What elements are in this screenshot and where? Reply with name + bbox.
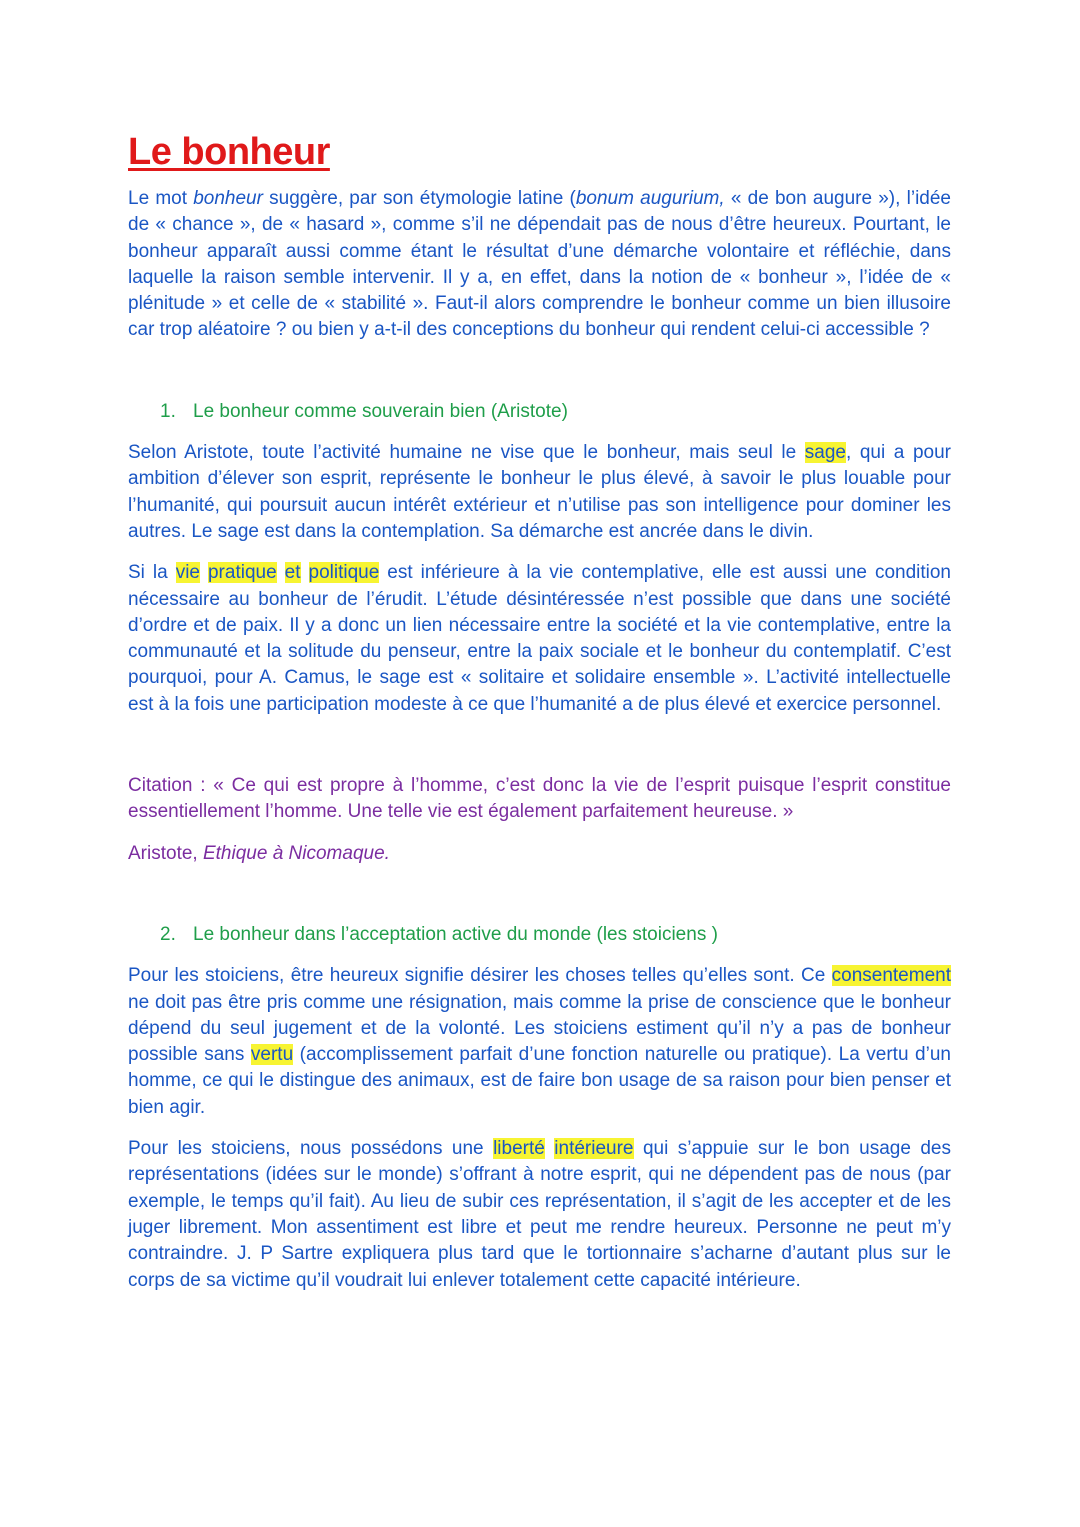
section1-heading [160, 399, 951, 425]
highlight-vertu: vertu [250, 1044, 294, 1066]
section1-paragraph-1 [128, 440, 951, 545]
quote-attribution [128, 841, 951, 867]
page-title: Le bonheur [128, 131, 330, 173]
section1-number: 1. [160, 400, 176, 422]
s2p1-text-c: (accomplissement parfait d’une fonction naturelle ou pratique). La vertu d’un homme, ce qui le distingue des animaux, est de faire bon usage de sa raison pour bien penser et bien agir. [128, 1044, 951, 1118]
section2-paragraph-1 [128, 963, 951, 1121]
s2p1-text-a: Pour les stoiciens, être heureux signifie désirer les choses telles qu’elles sont. Ce [128, 965, 832, 987]
section1-paragraph-2 [128, 560, 951, 718]
s1p2-text-a: Si la [128, 562, 176, 584]
highlight-sage: sage [804, 442, 846, 464]
intro-text-2: suggère, par son étymologie latine ( [262, 188, 576, 209]
highlight-vie: vie [175, 562, 200, 584]
section2-paragraph-2 [128, 1136, 951, 1294]
s2p1-text-b: ne doit pas être pris comme une résignation, mais comme la prise de conscience que le bonheur dépend du seul jugement et de la volonté. Les stoiciens estiment qu’il n’y a pas de bonheur possible sans [128, 991, 951, 1066]
intro-text-1: Le mot [128, 188, 194, 209]
s1p1-text-b: , qui a pour ambition d’élever son esprit, représente le bonheur le plus élevé, à savoir le plus louable pour l’humanité, qui poursuit aucun intérêt extérieur et n’utilise pas son intelligence pour dominer les autres. Le sage est dans la contemplation. Sa démarche est ancrée dans le divin. [128, 442, 951, 542]
section2-title: Le bonheur dans l’acceptation active du monde (les stoiciens ) [193, 923, 718, 945]
quote-work-title: Ethique à Nicomaque. [202, 842, 390, 864]
s1p1-text-a: Selon Aristote, toute l’activité humaine ne vise que le bonheur, mais seul le [128, 442, 805, 464]
highlight-politique: politique [308, 562, 380, 584]
highlight-pratique: pratique [207, 562, 277, 584]
intro-paragraph [128, 186, 951, 344]
highlight-consentement: consentement [831, 965, 951, 987]
intro-italic-latin: bonum augurium, [575, 188, 725, 209]
s2p2-text-b: qui s’appuie sur le bon usage des représentations (idées sur le monde) s’offrant à notre esprit, qui ne dépendent pas de nous (par exemple, le temps qu’il fait). Au lieu de subir ces représentation, il s’agit de les accepter et de les juger librement. Mon assentiment est libre et peut me rendre heureux. Personne ne peut m’y contraindre. J. P Sartre expliquera plus tard que le tortionnaire s’acharne d’autant plus sur le corps de sa victime qu’il voudrait lui enlever totalement cette capacité intérieure. [128, 1138, 952, 1291]
document-page [128, 126, 951, 1294]
s2p2-text-a: Pour les stoiciens, nous possédons une [128, 1138, 494, 1160]
section2-number: 2. [160, 923, 176, 945]
quote-author: Aristote, [128, 842, 203, 864]
section2-heading [160, 922, 951, 948]
aristotle-quote: Citation : « Ce qui est propre à l’homme, c’est donc la vie de l’esprit puisque l’esprit constitue essentiellement l’homme. Une telle vie est également parfaitement heureuse. » [128, 775, 951, 823]
s1p2-text-b: est inférieure à la vie contemplative, elle est aussi une condition nécessaire au bonheur de l’érudit. L’étude désintéressée n’est possible que dans une société d’ordre et de paix. Il y a donc un lien nécessaire entre la société et la vie contemplative, entre la communauté et la solitude du penseur, entre la paix sociale et le bonheur du contemplatif. C’est pourquoi, pour A. Camus, le sage est « solitaire et solidaire ensemble ». L’activité intellectuelle est à la fois une participation modeste à ce que l’humanité a de plus élevé et exercice personnel. [128, 562, 951, 715]
intro-italic-bonheur: bonheur [193, 188, 263, 209]
section1-title: Le bonheur comme souverain bien (Aristote) [193, 400, 568, 422]
highlight-interieure: intérieure [554, 1138, 634, 1160]
highlight-et: et [284, 562, 301, 584]
intro-text-3: « de bon augure »), l’idée de « chance », de « hasard », comme s’il ne dépendait pas de nous d’être heureux. Pourtant, le bonheur apparaît aussi comme étant le résultat d’une démarche volontaire et réfléchie, dans laquelle la raison semble intervenir. Il y a, en effet, dans la notion de « bonheur », l’idée de « plénitude » et celle de « stabilité ». Faut-il alors comprendre le bonheur comme un bien illusoire car trop aléatoire ? ou bien y a-t-il des conceptions du bonheur qui rendent celui-ci accessible ? [128, 188, 951, 341]
highlight-liberte: liberté [493, 1138, 545, 1160]
